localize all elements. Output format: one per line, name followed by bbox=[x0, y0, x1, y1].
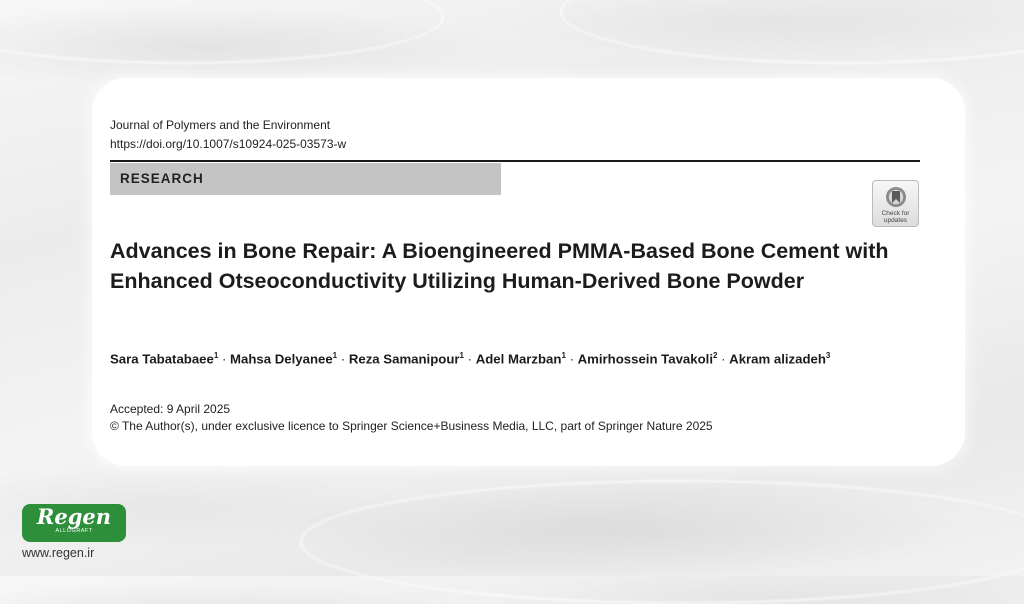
author-name[interactable]: Reza Samanipour bbox=[348, 351, 460, 367]
author-name[interactable]: Sara Tabatabaee bbox=[110, 351, 214, 367]
author-list bbox=[110, 351, 830, 366]
author-affiliation: 1 bbox=[459, 351, 464, 360]
check-for-updates-button[interactable] bbox=[872, 180, 919, 227]
author-name[interactable]: Amirhossein Tavakoli bbox=[577, 351, 713, 367]
author-name[interactable]: Adel Marzban bbox=[475, 351, 562, 367]
author-separator: · bbox=[218, 351, 231, 367]
website-url[interactable]: www.regen.ir bbox=[22, 546, 95, 560]
author-separator: · bbox=[565, 351, 578, 367]
author-affiliation: 1 bbox=[213, 351, 219, 360]
journal-name: Journal of Polymers and the Environment bbox=[110, 118, 331, 132]
article-title: Advances in Bone Repair: A Bioengineered PMMA-Based Bone Cement with Enhanced Otseoconductivity Utilizing Human-Derived Bone Powder bbox=[110, 239, 889, 293]
background-swirl bbox=[300, 480, 1024, 604]
author-name[interactable]: Akram alizadeh bbox=[729, 351, 826, 367]
author-affiliation: 1 bbox=[561, 351, 566, 360]
accepted-date: Accepted: 9 April 2025 bbox=[110, 402, 231, 416]
author-affiliation: 2 bbox=[712, 351, 718, 360]
author-separator: · bbox=[717, 351, 730, 367]
copyright-notice: © The Author(s), under exclusive licence to Springer Science+Business Media, LLC, part of Springer Nature 2025 bbox=[110, 419, 713, 433]
author-name[interactable]: Mahsa Delyanee bbox=[230, 351, 333, 367]
logo-subtext: ALLOGRAFT bbox=[55, 528, 93, 534]
check-updates-label-1: Check for bbox=[881, 210, 910, 217]
author-separator: · bbox=[463, 351, 476, 367]
regen-logo bbox=[22, 504, 126, 542]
doi-link[interactable]: https://doi.org/10.1007/s10924-025-03573-w bbox=[110, 137, 347, 151]
author-separator: · bbox=[337, 351, 349, 367]
crossmark-icon bbox=[885, 186, 907, 208]
background-swirl bbox=[560, 0, 1024, 64]
check-updates-label-2: updates bbox=[883, 217, 908, 224]
logo-text: Regen bbox=[36, 504, 112, 529]
section-badge: RESEARCH bbox=[110, 163, 501, 195]
header-rule bbox=[110, 160, 920, 162]
author-affiliation: 1 bbox=[332, 351, 338, 360]
background-swirl bbox=[0, 0, 444, 64]
author-affiliation: 3 bbox=[825, 351, 831, 360]
